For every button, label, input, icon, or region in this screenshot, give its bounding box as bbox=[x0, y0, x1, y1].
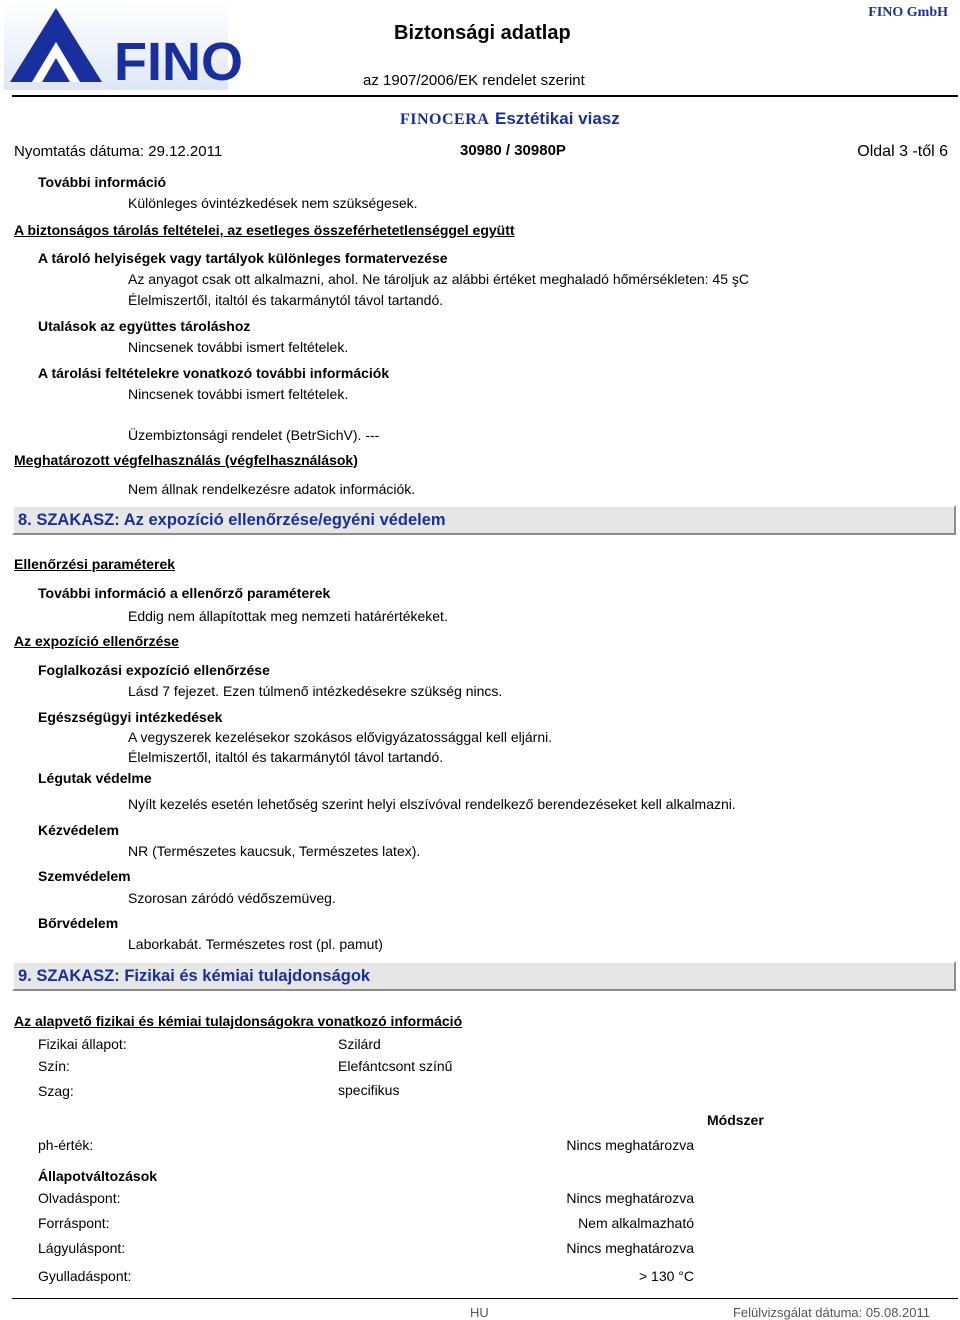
flash-point-value: > 130 °C bbox=[638, 1268, 694, 1284]
eye-protection-heading: Szemvédelem bbox=[38, 868, 131, 884]
section-9-title: 9. SZAKASZ: Fizikai és kémiai tulajdonságok bbox=[18, 967, 371, 985]
control-params-heading: Ellenőrzési paraméterek bbox=[14, 556, 176, 572]
betrsichv-text: Üzembiztonsági rendelet (BetrSichV). --- bbox=[128, 427, 380, 443]
storage-info-text: Nincsenek további ismert feltételek. bbox=[128, 386, 349, 402]
skin-protection-text: Laborkabát. Természetes rost (pl. pamut) bbox=[128, 936, 383, 952]
boiling-point-label: Forráspont: bbox=[38, 1215, 110, 1231]
page-number: Oldal 3 -től 6 bbox=[857, 143, 948, 160]
further-info-params-heading: További információ a ellenőrző paraméterek bbox=[38, 585, 331, 601]
method-column-header: Módszer bbox=[707, 1112, 764, 1128]
fino-logo bbox=[4, 2, 243, 92]
occupational-heading: Foglalkozási expozíció ellenőrzése bbox=[38, 662, 270, 678]
further-info-params-text: Eddig nem állapítottak meg nemzeti határértékeket. bbox=[128, 608, 448, 624]
further-info-heading: További információ bbox=[38, 174, 167, 190]
hygiene-text-1: A vegyszerek kezelésekor szokásos elővigyázatossággal kell eljárni. bbox=[128, 729, 553, 745]
storage-info-heading: A tárolási feltételekre vonatkozó további információk bbox=[38, 365, 390, 381]
state-changes-heading: Állapotváltozások bbox=[38, 1168, 158, 1184]
print-date: Nyomtatás dátuma: 29.12.2011 bbox=[14, 143, 223, 160]
flash-point-label: Gyulladáspont: bbox=[38, 1268, 132, 1284]
joint-storage-heading: Utalások az együttes tároláshoz bbox=[38, 318, 251, 334]
respiratory-text: Nyílt kezelés esetén lehetőség szerint helyi elszívóval rendelkező berendezéseket kell alkalmazni. bbox=[128, 796, 736, 812]
regulation-reference: az 1907/2006/EK rendelet szerint bbox=[363, 72, 585, 89]
odor-label: Szag: bbox=[38, 1083, 74, 1099]
hand-protection-text: NR (Természetes kaucsuk, Természetes latex). bbox=[128, 843, 421, 859]
eye-protection-text: Szorosan záródó védőszemüveg. bbox=[128, 890, 336, 906]
end-use-heading: Meghatározott végfelhasználás (végfelhasználások) bbox=[14, 452, 358, 468]
ph-label: ph-érték: bbox=[38, 1137, 94, 1153]
footer-language: HU bbox=[470, 1305, 489, 1320]
further-info-text: Különleges óvintézkedések nem szükségesek. bbox=[128, 195, 418, 211]
basic-props-heading: Az alapvető fizikai és kémiai tulajdonságokra vonatkozó információ bbox=[14, 1013, 463, 1029]
softening-point-label: Lágyuláspont: bbox=[38, 1240, 126, 1256]
color-value: Elefántcsont színű bbox=[338, 1058, 453, 1074]
exposure-control-heading: Az expozíció ellenőrzése bbox=[14, 633, 179, 649]
safe-storage-heading: A biztonságos tárolás feltételei, az esetleges összeférhetetlenséggel együtt bbox=[14, 222, 515, 238]
section-8-title: 8. SZAKASZ: Az expozíció ellenőrzése/egyéni védelem bbox=[18, 511, 446, 529]
footer-divider bbox=[12, 1298, 958, 1299]
document-title: Biztonsági adatlap bbox=[394, 22, 571, 44]
header-divider bbox=[12, 95, 958, 97]
melting-point-label: Olvadáspont: bbox=[38, 1190, 121, 1206]
storage-rooms-text-1: Az anyagot csak ott alkalmazni, ahol. Ne tároljuk az alábbi értéket meghaladó hőmérsékleten: 45 şC bbox=[128, 271, 750, 287]
logo-text: FINO bbox=[114, 32, 243, 92]
odor-value: specifikus bbox=[338, 1082, 400, 1098]
melting-point-value: Nincs meghatározva bbox=[566, 1190, 694, 1206]
joint-storage-text: Nincsenek további ismert feltételek. bbox=[128, 339, 349, 355]
physical-state-label: Fizikai állapot: bbox=[38, 1036, 127, 1052]
ph-value: Nincs meghatározva bbox=[566, 1137, 694, 1153]
section-8-bar bbox=[12, 505, 956, 535]
storage-rooms-heading: A tároló helyiségek vagy tartályok különleges formatervezése bbox=[38, 250, 448, 266]
product-name: Esztétikai viasz bbox=[495, 109, 620, 128]
color-label: Szín: bbox=[38, 1058, 70, 1074]
end-use-text: Nem állnak rendelkezésre adatok információk. bbox=[128, 481, 416, 497]
company-name: FINO GmbH bbox=[868, 5, 948, 20]
product-code: 30980 / 30980P bbox=[460, 142, 566, 159]
boiling-point-value: Nem alkalmazható bbox=[578, 1215, 694, 1231]
skin-protection-heading: Bőrvédelem bbox=[38, 915, 119, 931]
occupational-text: Lásd 7 fejezet. Ezen túlmenő intézkedésekre szükség nincs. bbox=[128, 683, 503, 699]
physical-state-value: Szilárd bbox=[338, 1036, 381, 1052]
hand-protection-heading: Kézvédelem bbox=[38, 822, 119, 838]
section-9-bar bbox=[12, 961, 956, 991]
storage-rooms-text-2: Élelmiszertől, italtól és takarmánytól távol tartandó. bbox=[128, 292, 444, 308]
hygiene-text-2: Élelmiszertől, italtól és takarmánytól távol tartandó. bbox=[128, 749, 444, 765]
hygiene-heading: Egészségügyi intézkedések bbox=[38, 709, 223, 725]
brand-name: FINOCERA bbox=[400, 111, 490, 128]
footer-revision-date: Felülvizsgálat dátuma: 05.08.2011 bbox=[732, 1305, 930, 1320]
softening-point-value: Nincs meghatározva bbox=[566, 1240, 694, 1256]
respiratory-heading: Légutak védelme bbox=[38, 770, 152, 786]
